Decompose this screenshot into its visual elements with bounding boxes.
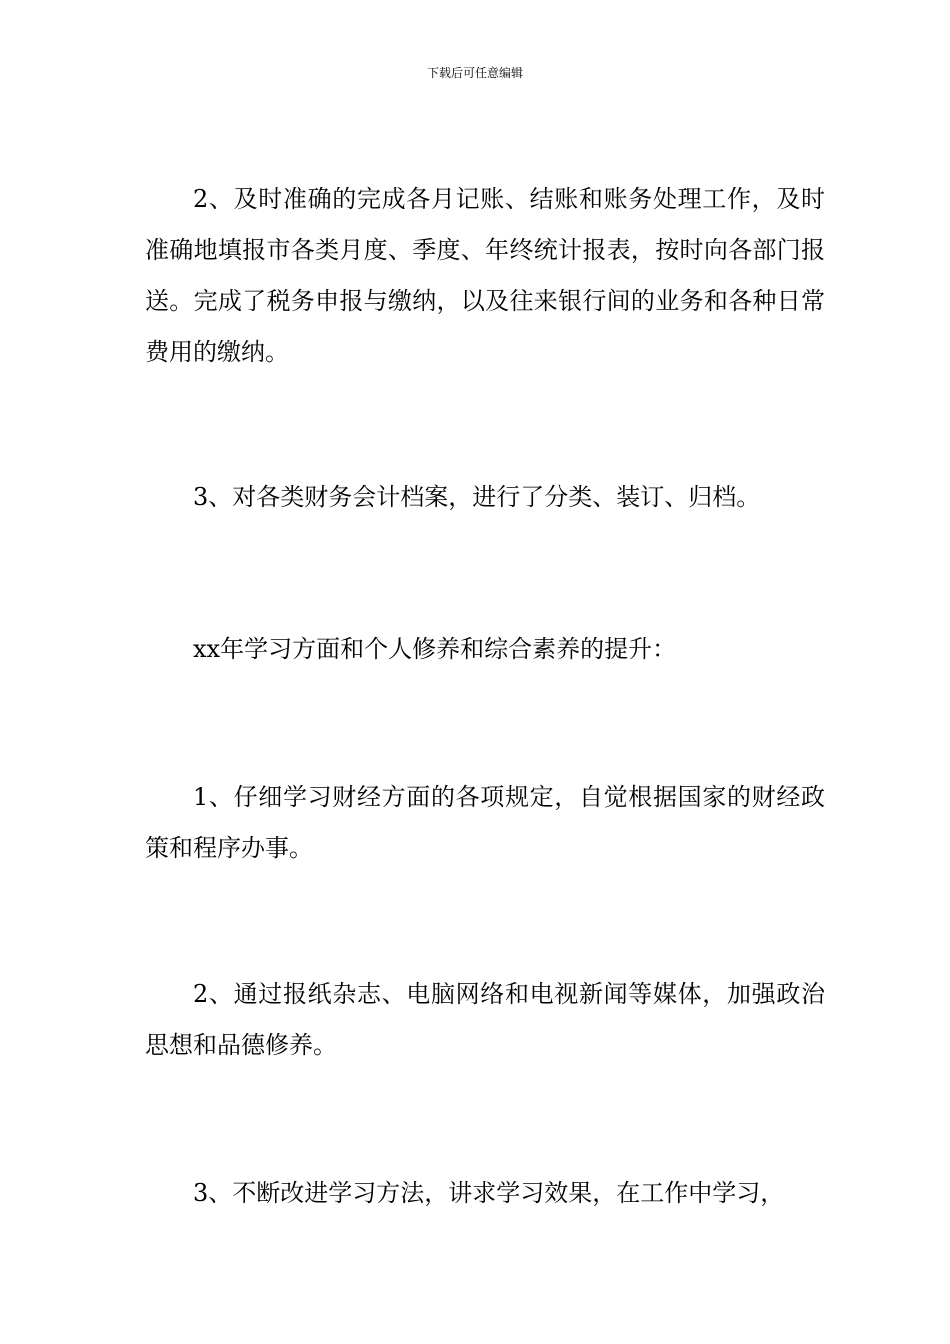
paragraph-media-study: 2、通过报纸杂志、电脑网络和电视新闻等媒体，加强政治思想和品德修养。 [145, 980, 825, 1059]
page-header: 下载后可任意编辑 [426, 66, 523, 80]
paragraph-study-regulations: 1、仔细学习财经方面的各项规定，自觉根据国家的财经政策和程序办事。 [145, 783, 825, 862]
paragraph-accounting-work: 2、及时准确的完成各月记账、结账和账务处理工作，及时准确地填报市各类月度、季度、年终统计报表，按时向各部门报送。完成了税务申报与缴纳，以及往来银行间的业务和各种日常费用的缴纳。 [145, 185, 825, 366]
section-heading-learning: xx年学习方面和个人修养和综合素养的提升： [193, 635, 677, 663]
paragraph-study-methods: 3、不断改进学习方法，讲求学习效果，在工作中学习， [193, 1179, 785, 1207]
paragraph-archives: 3、对各类财务会计档案，进行了分类、装订、归档。 [193, 483, 761, 511]
